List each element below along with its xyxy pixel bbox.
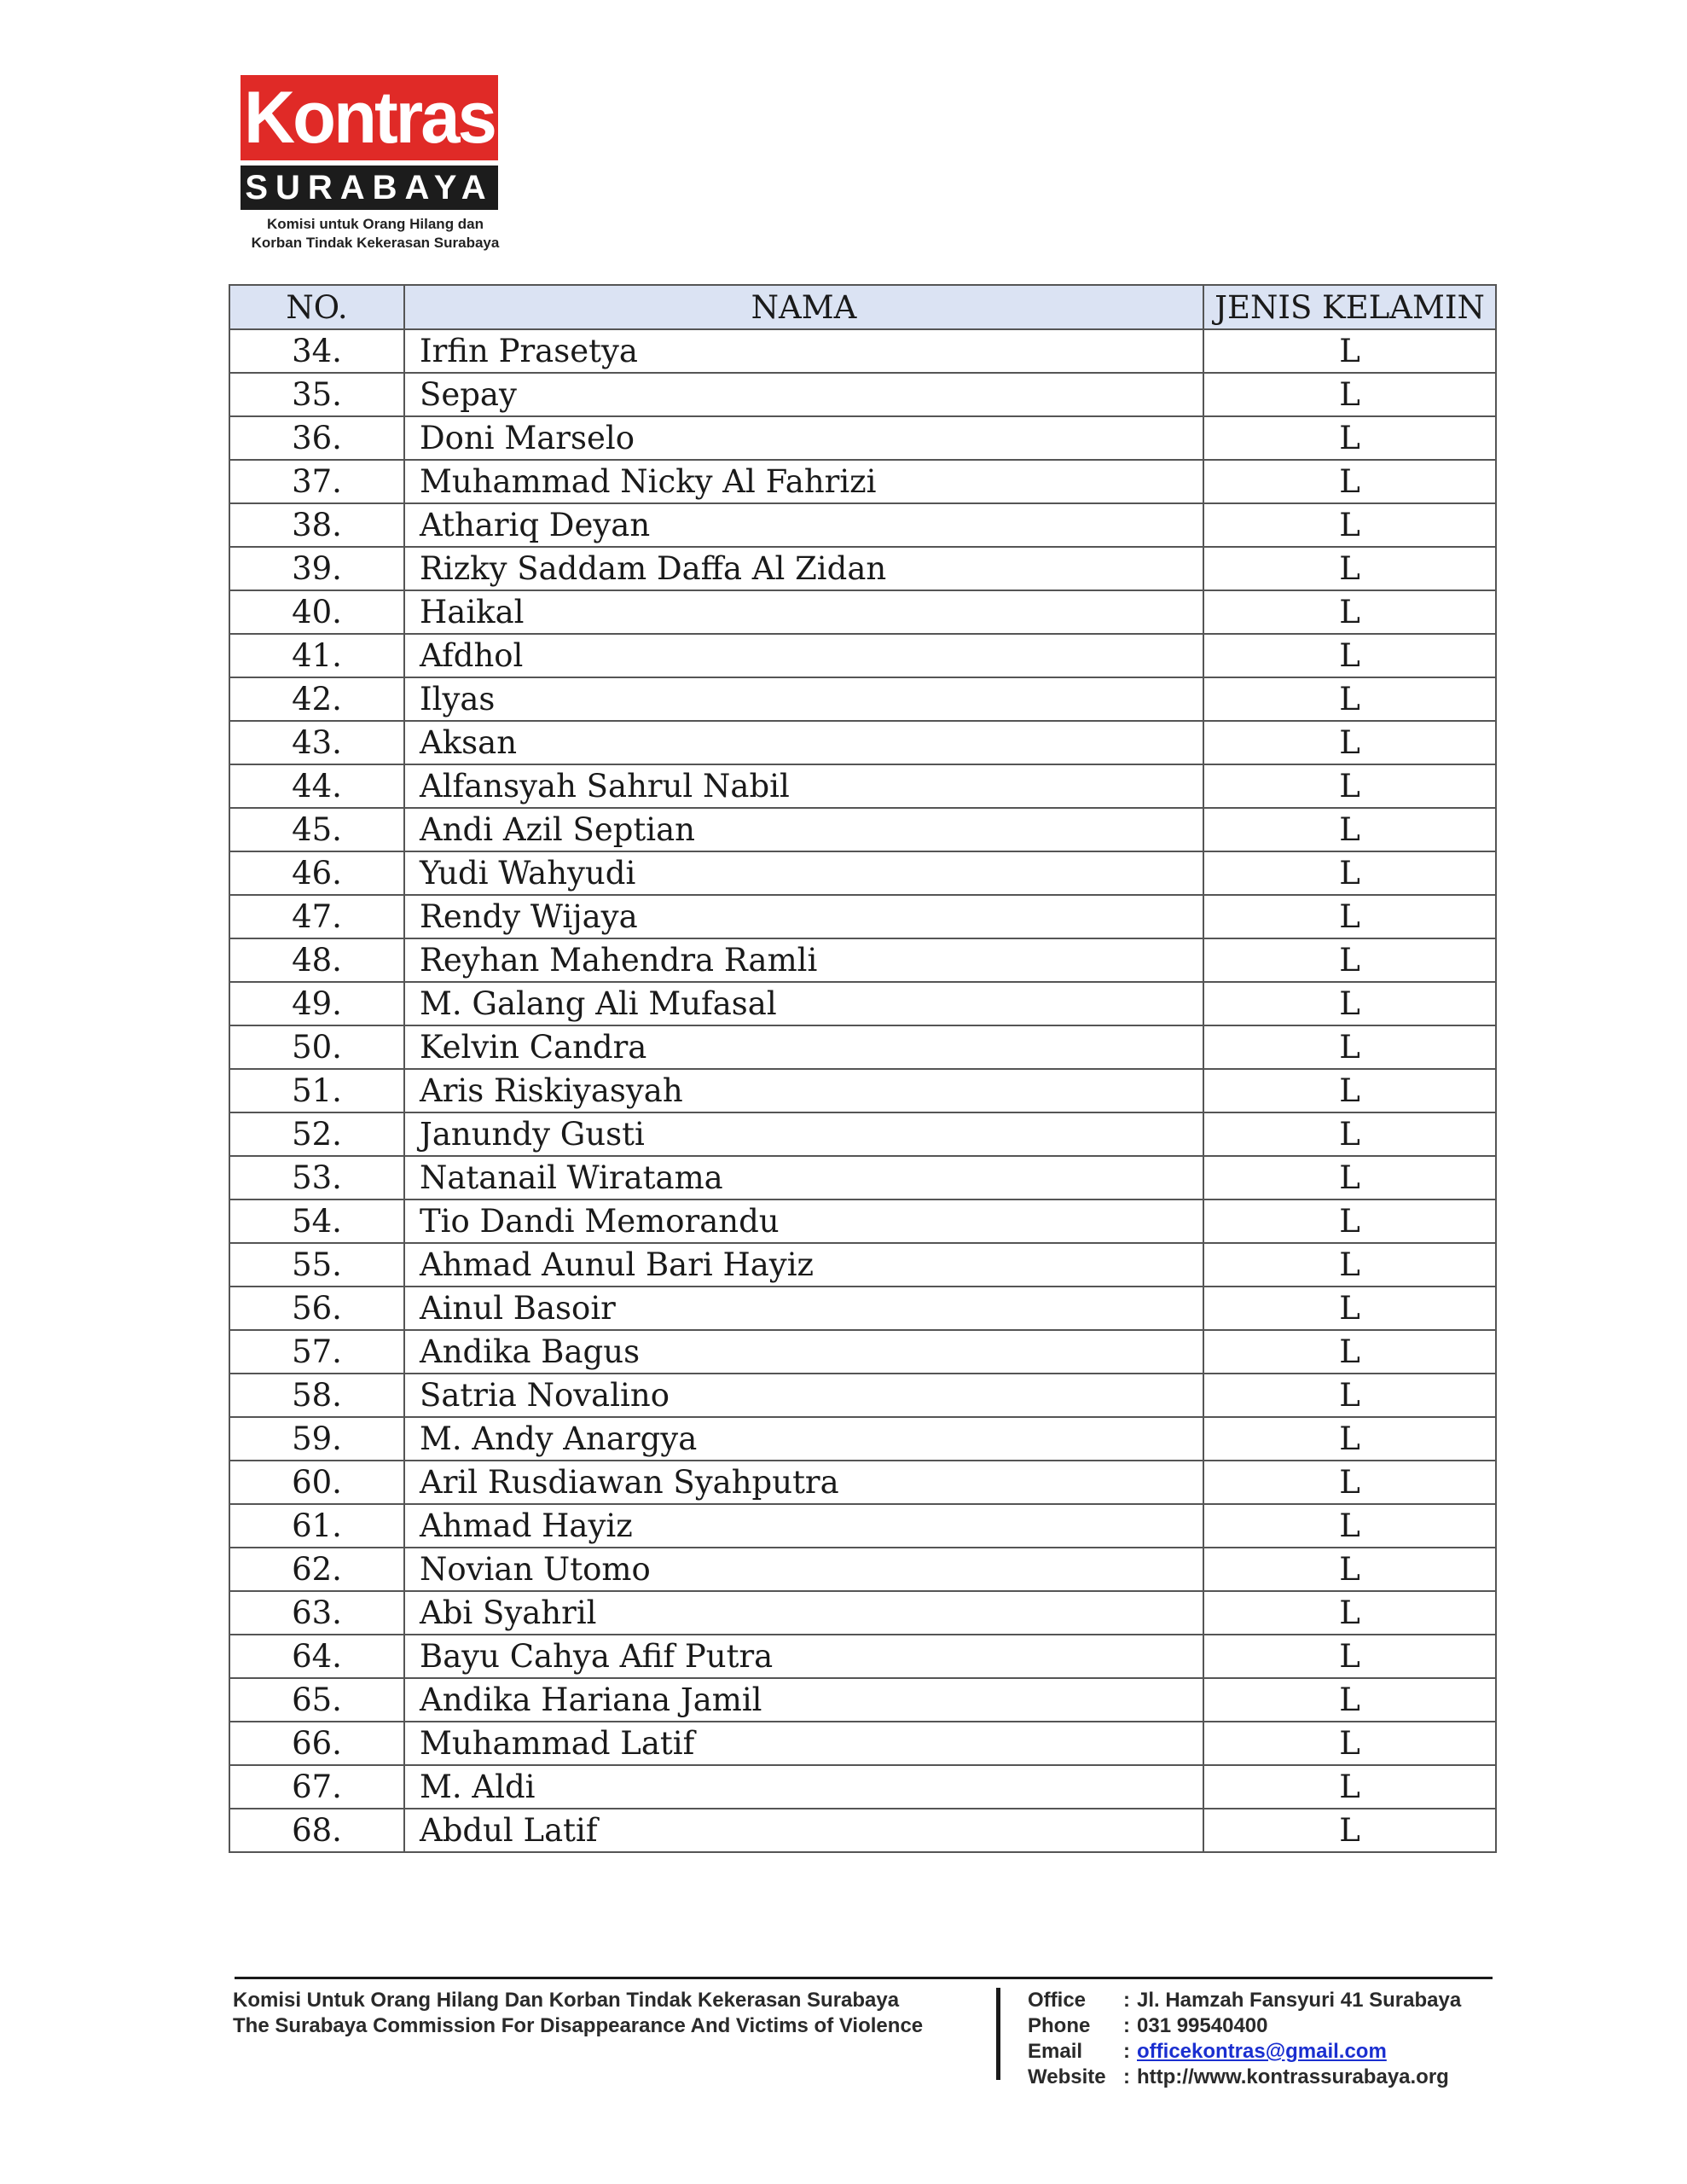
row-number: 53. xyxy=(229,1156,404,1199)
row-gender: L xyxy=(1203,1722,1496,1765)
row-gender: L xyxy=(1203,1374,1496,1417)
table-row xyxy=(229,416,1496,460)
row-gender: L xyxy=(1203,590,1496,634)
row-number: 39. xyxy=(229,547,404,590)
table-row xyxy=(229,938,1496,982)
row-gender: L xyxy=(1203,938,1496,982)
logo-tagline-line2: Korban Tindak Kekerasan Surabaya xyxy=(251,235,500,251)
row-number: 38. xyxy=(229,503,404,547)
table-row xyxy=(229,895,1496,938)
header-jenis-kelamin: JENIS KELAMIN xyxy=(1203,285,1496,329)
row-gender: L xyxy=(1203,851,1496,895)
table-row xyxy=(229,1678,1496,1722)
table-row xyxy=(229,1635,1496,1678)
row-number: 56. xyxy=(229,1287,404,1330)
row-number: 61. xyxy=(229,1504,404,1548)
row-name: Muhammad Latif xyxy=(404,1722,1203,1765)
row-number: 37. xyxy=(229,460,404,503)
contact-label: Office xyxy=(1028,1989,1087,2012)
row-number: 45. xyxy=(229,808,404,851)
row-gender: L xyxy=(1203,677,1496,721)
row-name: Ahmad Aunul Bari Hayiz xyxy=(404,1243,1203,1287)
row-gender: L xyxy=(1203,1548,1496,1591)
row-gender: L xyxy=(1203,1591,1496,1635)
table-row xyxy=(229,329,1496,373)
contact-row-office xyxy=(1028,1988,1461,2013)
row-gender: L xyxy=(1203,1678,1496,1722)
row-number: 48. xyxy=(229,938,404,982)
table-row xyxy=(229,1765,1496,1809)
table-row xyxy=(229,503,1496,547)
table-row xyxy=(229,373,1496,416)
logo-mark xyxy=(241,75,498,210)
row-gender: L xyxy=(1203,373,1496,416)
table-row xyxy=(229,1461,1496,1504)
row-number: 43. xyxy=(229,721,404,764)
row-name: Aris Riskiyasyah xyxy=(404,1069,1203,1112)
row-gender: L xyxy=(1203,1765,1496,1809)
table-row xyxy=(229,1374,1496,1417)
row-number: 59. xyxy=(229,1417,404,1461)
row-number: 64. xyxy=(229,1635,404,1678)
names-table xyxy=(229,284,1497,1853)
row-name: Natanail Wiratama xyxy=(404,1156,1203,1199)
row-name: Satria Novalino xyxy=(404,1374,1203,1417)
row-name: Aril Rusdiawan Syahputra xyxy=(404,1461,1203,1504)
header-no: NO. xyxy=(229,285,404,329)
table-row xyxy=(229,808,1496,851)
row-gender: L xyxy=(1203,503,1496,547)
table-header-row xyxy=(229,285,1496,329)
row-number: 34. xyxy=(229,329,404,373)
table-row xyxy=(229,1287,1496,1330)
row-gender: L xyxy=(1203,1069,1496,1112)
table-row xyxy=(229,1809,1496,1852)
row-name: Rendy Wijaya xyxy=(404,895,1203,938)
row-name: M. Aldi xyxy=(404,1765,1203,1809)
table-row xyxy=(229,547,1496,590)
row-number: 44. xyxy=(229,764,404,808)
table-row xyxy=(229,634,1496,677)
contact-label: Email xyxy=(1028,2040,1083,2063)
table-row xyxy=(229,1722,1496,1765)
contact-separator: : xyxy=(1123,2014,1130,2037)
row-name: Ainul Basoir xyxy=(404,1287,1203,1330)
row-number: 36. xyxy=(229,416,404,460)
row-number: 66. xyxy=(229,1722,404,1765)
row-gender: L xyxy=(1203,1025,1496,1069)
table-row xyxy=(229,1330,1496,1374)
row-gender: L xyxy=(1203,764,1496,808)
row-gender: L xyxy=(1203,634,1496,677)
row-gender: L xyxy=(1203,1504,1496,1548)
row-gender: L xyxy=(1203,982,1496,1025)
contact-row-website xyxy=(1028,2065,1461,2090)
row-gender: L xyxy=(1203,547,1496,590)
footer-divider xyxy=(996,1988,1000,2080)
row-name: Irfin Prasetya xyxy=(404,329,1203,373)
contact-label: Phone xyxy=(1028,2014,1091,2037)
row-number: 57. xyxy=(229,1330,404,1374)
row-number: 47. xyxy=(229,895,404,938)
logo-tagline-line1: Komisi untuk Orang Hilang dan xyxy=(266,216,484,232)
row-gender: L xyxy=(1203,1461,1496,1504)
row-gender: L xyxy=(1203,1156,1496,1199)
row-number: 41. xyxy=(229,634,404,677)
row-name: Abi Syahril xyxy=(404,1591,1203,1635)
row-name: Sepay xyxy=(404,373,1203,416)
row-name: Alfansyah Sahrul Nabil xyxy=(404,764,1203,808)
row-number: 50. xyxy=(229,1025,404,1069)
table-row xyxy=(229,1504,1496,1548)
table-row xyxy=(229,1112,1496,1156)
row-gender: L xyxy=(1203,1809,1496,1852)
row-gender: L xyxy=(1203,1287,1496,1330)
row-gender: L xyxy=(1203,416,1496,460)
row-gender: L xyxy=(1203,808,1496,851)
footer-org-name-id: Komisi Untuk Orang Hilang Dan Korban Tindak Kekerasan Surabaya xyxy=(233,1989,900,2012)
row-gender: L xyxy=(1203,721,1496,764)
logo-brand xyxy=(241,75,498,160)
row-gender: L xyxy=(1203,1112,1496,1156)
row-number: 54. xyxy=(229,1199,404,1243)
row-gender: L xyxy=(1203,1635,1496,1678)
row-name: M. Andy Anargya xyxy=(404,1417,1203,1461)
row-number: 63. xyxy=(229,1591,404,1635)
row-number: 49. xyxy=(229,982,404,1025)
row-number: 46. xyxy=(229,851,404,895)
table-row xyxy=(229,1069,1496,1112)
footer-contacts xyxy=(1028,1988,1461,2090)
row-name: Andika Hariana Jamil xyxy=(404,1678,1203,1722)
row-gender: L xyxy=(1203,1199,1496,1243)
row-gender: L xyxy=(1203,1243,1496,1287)
row-name: Yudi Wahyudi xyxy=(404,851,1203,895)
row-gender: L xyxy=(1203,1417,1496,1461)
row-number: 62. xyxy=(229,1548,404,1591)
row-name: Afdhol xyxy=(404,634,1203,677)
table-row xyxy=(229,764,1496,808)
kontras-logo xyxy=(230,75,520,253)
footer-organization xyxy=(233,1988,923,2039)
table-row xyxy=(229,590,1496,634)
row-number: 65. xyxy=(229,1678,404,1722)
contact-value: http://www.kontrassurabaya.org xyxy=(1137,2065,1449,2088)
table-row xyxy=(229,1156,1496,1199)
footer-org-name-en: The Surabaya Commission For Disappearance And Victims of Violence xyxy=(233,2014,924,2037)
contact-row-email xyxy=(1028,2039,1461,2065)
row-name: Abdul Latif xyxy=(404,1809,1203,1852)
table-row xyxy=(229,721,1496,764)
row-name: Tio Dandi Memorandu xyxy=(404,1199,1203,1243)
table-row xyxy=(229,460,1496,503)
row-number: 52. xyxy=(229,1112,404,1156)
row-gender: L xyxy=(1203,1330,1496,1374)
table-body xyxy=(229,329,1496,1852)
row-number: 68. xyxy=(229,1809,404,1852)
contact-separator: : xyxy=(1123,2065,1130,2088)
row-name: Andi Azil Septian xyxy=(404,808,1203,851)
row-gender: L xyxy=(1203,895,1496,938)
row-name: Bayu Cahya Afif Putra xyxy=(404,1635,1203,1678)
row-name: M. Galang Ali Mufasal xyxy=(404,982,1203,1025)
row-name: Ahmad Hayiz xyxy=(404,1504,1203,1548)
contact-separator: : xyxy=(1123,1989,1130,2012)
email-link[interactable]: officekontras@gmail.com xyxy=(1137,2040,1387,2063)
contact-value: Jl. Hamzah Fansyuri 41 Surabaya xyxy=(1137,1989,1462,2012)
table-row xyxy=(229,1199,1496,1243)
row-name: Andika Bagus xyxy=(404,1330,1203,1374)
table-row xyxy=(229,1417,1496,1461)
row-number: 58. xyxy=(229,1374,404,1417)
row-name: Ilyas xyxy=(404,677,1203,721)
row-name: Reyhan Mahendra Ramli xyxy=(404,938,1203,982)
footer-rule xyxy=(235,1977,1493,1979)
contact-value: 031 99540400 xyxy=(1137,2014,1268,2037)
row-number: 35. xyxy=(229,373,404,416)
row-name: Aksan xyxy=(404,721,1203,764)
row-gender: L xyxy=(1203,329,1496,373)
row-name: Novian Utomo xyxy=(404,1548,1203,1591)
row-name: Janundy Gusti xyxy=(404,1112,1203,1156)
row-number: 42. xyxy=(229,677,404,721)
contact-separator: : xyxy=(1123,2040,1130,2063)
row-name: Muhammad Nicky Al Fahrizi xyxy=(404,460,1203,503)
logo-brand-text: Kontras xyxy=(244,77,495,159)
row-number: 60. xyxy=(229,1461,404,1504)
row-name: Haikal xyxy=(404,590,1203,634)
table-row xyxy=(229,982,1496,1025)
contact-label: Website xyxy=(1028,2065,1106,2088)
row-number: 51. xyxy=(229,1069,404,1112)
row-number: 55. xyxy=(229,1243,404,1287)
header-nama: NAMA xyxy=(404,285,1203,329)
row-name: Athariq Deyan xyxy=(404,503,1203,547)
table-row xyxy=(229,677,1496,721)
logo-city: SURABAYA xyxy=(241,166,498,210)
contact-row-phone xyxy=(1028,2013,1461,2039)
table-row xyxy=(229,1025,1496,1069)
logo-tagline xyxy=(230,215,520,253)
row-name: Doni Marselo xyxy=(404,416,1203,460)
table-row xyxy=(229,1548,1496,1591)
row-gender: L xyxy=(1203,460,1496,503)
table-row xyxy=(229,851,1496,895)
table-row xyxy=(229,1243,1496,1287)
row-number: 40. xyxy=(229,590,404,634)
table-row xyxy=(229,1591,1496,1635)
row-name: Kelvin Candra xyxy=(404,1025,1203,1069)
row-number: 67. xyxy=(229,1765,404,1809)
row-name: Rizky Saddam Daffa Al Zidan xyxy=(404,547,1203,590)
